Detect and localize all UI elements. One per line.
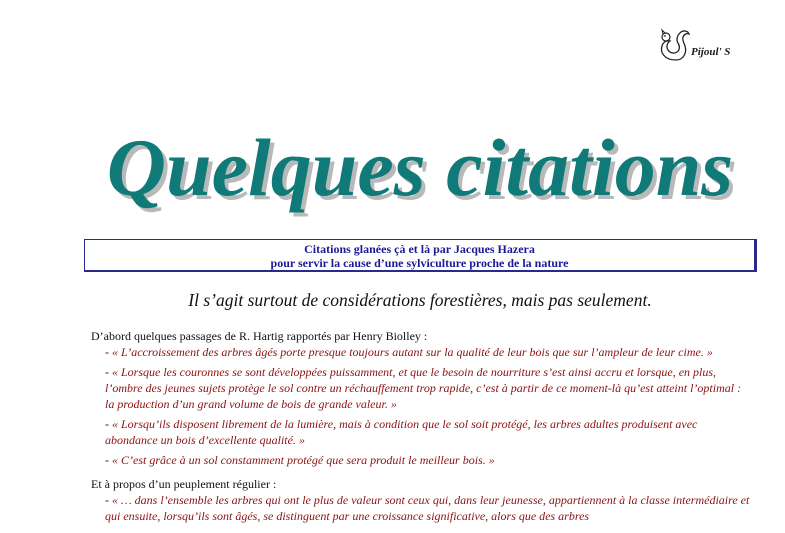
section-intro: D’abord quelques passages de R. Hartig rapportés par Henry Biolley : [91,329,428,343]
logo-text: Pijoul' S [691,46,731,58]
section-intro: Et à propos d’un peuplement régulier : [91,477,277,491]
quote-item: - « Lorsqu’ils disposent librement de la lumière, mais à condition que le sol soit protégé, les arbres adultes produisent avec abondance un bois d’excellente qualité. » [105,417,698,447]
quote-item: - « Lorsque les couronnes se sont développées puissamment, et que le besoin de nourriture s’est ainsi accru et lorsque, en plus, l’ombre des jeunes sujets protège le sol contre un réchauffement trop rapide, c’est à partir de ce moment-là qu’est atteint l’optimal : la production d’un grand volume de bois de grande valeur. » [105,365,742,411]
lead-sentence: Il s’agit surtout de considérations forestières, mais pas seulement. [188,290,652,310]
subtitle-box [84,239,757,272]
content-body [91,328,751,528]
quote-item: - « L’accroissement des arbres âgés porte presque toujours autant sur la qualité de leur bois que sur l’ampleur de leur cime. » [105,345,713,359]
subtitle-line-2: pour servir la cause d’une sylviculture proche de la nature [270,256,569,270]
subtitle-line-1: Citations glanées çà et là par Jacques Hazera [304,242,535,256]
quote-item: - « C’est grâce à un sol constamment protégé que sera produit le meilleur bois. » [105,453,495,467]
squirrel-icon [654,22,694,64]
page-title: Quelques citations [106,122,734,213]
logo [654,22,744,66]
quote-item: - « … dans l’ensemble les arbres qui ont le plus de valeur sont ceux qui, dans leur jeunesse, appartiennent à la classe intermédiaire et qui ensuite, lorsqu’ils sont âgés, se distinguent par une croissance significative, alors que des arbres [105,493,750,523]
